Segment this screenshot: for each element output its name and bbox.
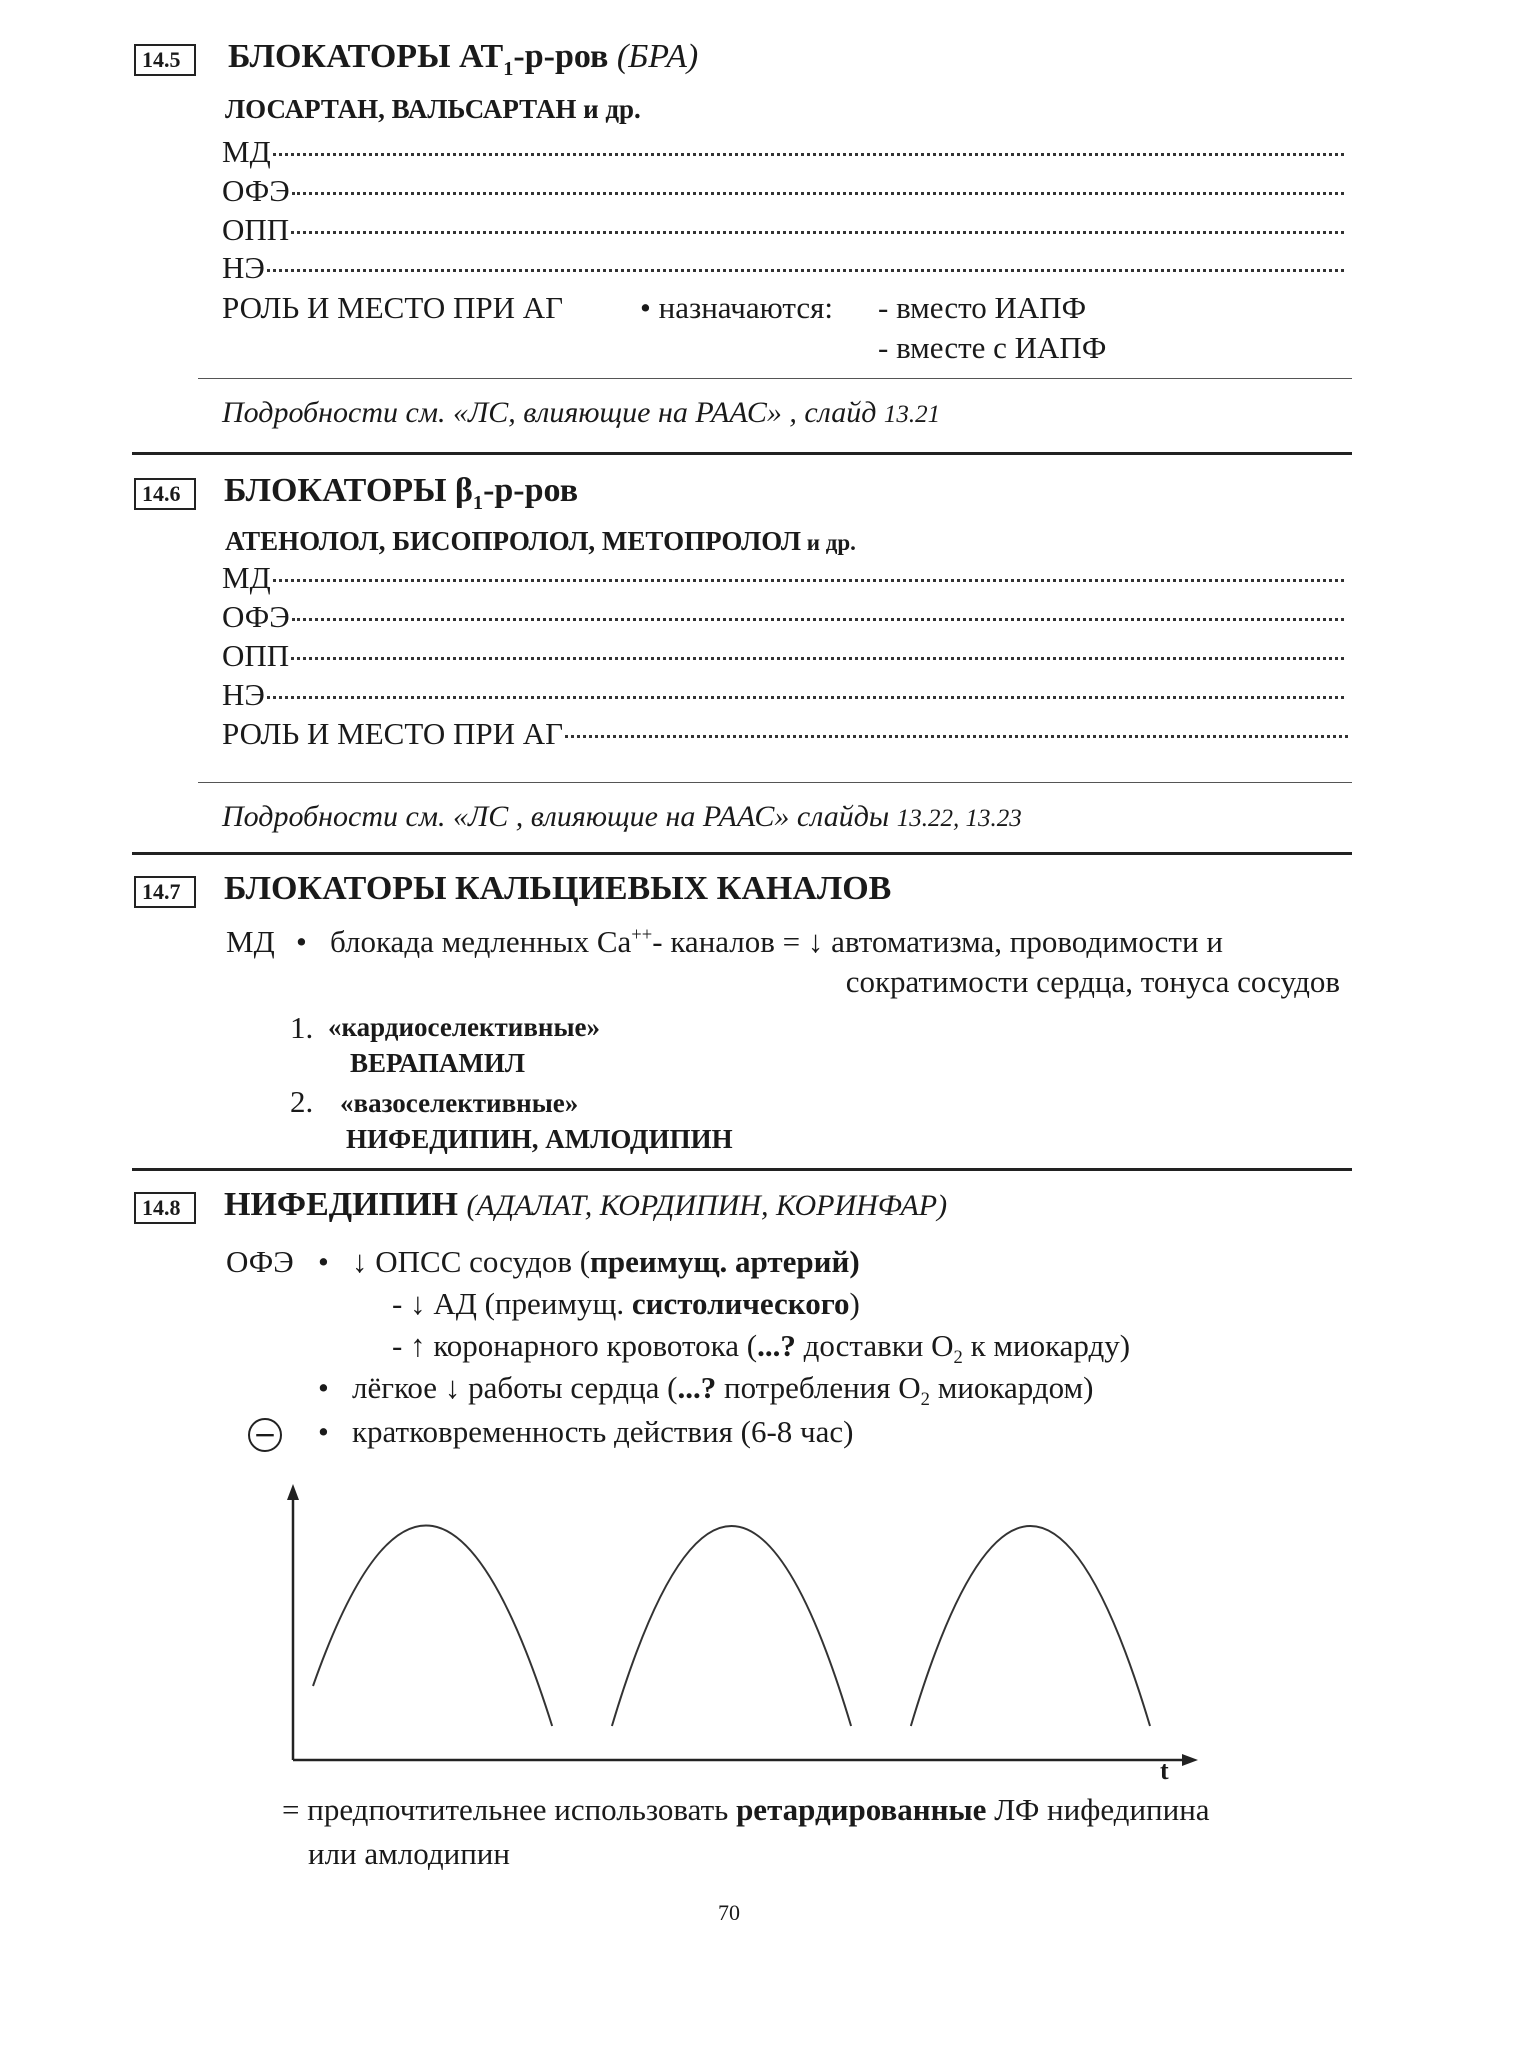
- reference-14-5: Подробности см. «ЛС, влияющие на РААС» , слайд 13.21: [222, 396, 941, 429]
- effect-short-duration: кратковременность действия (6-8 час): [352, 1414, 854, 1449]
- field-ofe-14-5: ОФЭ: [222, 173, 1344, 209]
- effect-heart-work: лёгкое ↓ работы сердца (...? потребления $О_2$ миокардом): [352, 1370, 1094, 1411]
- reference-14-6: Подробности см. «ЛС , влияющие на РААС» слайды 13.22, 13.23: [222, 800, 1022, 833]
- y-axis-arrow: [287, 1484, 299, 1500]
- x-axis-label: t: [1160, 1756, 1169, 1785]
- drug-nifedipine-amlodipine: НИФЕДИПИН, АМЛОДИПИН: [346, 1124, 733, 1154]
- field-opp-14-5: ОПП: [222, 212, 1344, 248]
- field-ne-14-5: НЭ: [222, 250, 1344, 286]
- effect-coronary-flow: - ↑ коронарного кровотока (...? доставки $О_2$ к миокарду): [392, 1328, 1131, 1369]
- group-vasoselective: «вазоселективные»: [340, 1088, 579, 1118]
- field-ofe-14-6: ОФЭ: [222, 599, 1344, 635]
- mechanism-line-1: блокада медленных Ca++- каналов = ↓ автоматизма, проводимости и: [330, 924, 1223, 959]
- field-md-14-6: МД: [222, 560, 1344, 596]
- group-cardioselective: «кардиоселективные»: [328, 1012, 601, 1042]
- bullet: •: [318, 1414, 329, 1449]
- field-ne-14-6: НЭ: [222, 677, 1344, 713]
- mechanism-line-2: сократимости сердца, тонуса сосудов: [845, 964, 1340, 999]
- list-number-1: 1.: [290, 1010, 314, 1045]
- list-number-2: 2.: [290, 1084, 314, 1119]
- drug-list-14-5: ЛОСАРТАН, ВАЛЬСАРТАН и др.: [225, 94, 641, 124]
- option-together: - вместе с ИАПФ: [878, 330, 1107, 365]
- concentration-curve-2: [612, 1526, 851, 1726]
- field-md-14-5: МД: [222, 134, 1344, 170]
- section-title-14-7: БЛОКАТОРЫ КАЛЬЦИЕВЫХ КАНАЛОВ: [224, 870, 892, 907]
- conclusion-line-2: или амлодипин: [308, 1836, 510, 1871]
- concentration-curve-3: [911, 1526, 1150, 1726]
- bullet: •: [296, 924, 307, 959]
- page-number: 70: [718, 1900, 740, 1925]
- bullet: •: [318, 1370, 329, 1405]
- drug-list-14-6: АТЕНОЛОЛ, БИСОПРОЛОЛ, МЕТОПРОЛОЛ и др.: [225, 526, 856, 556]
- section-number-14-7: 14.7: [134, 876, 196, 908]
- minus-circle-icon: −: [248, 1418, 282, 1452]
- md-label-14-7: МД: [226, 924, 275, 959]
- bullet: •: [318, 1244, 329, 1279]
- x-axis-arrow: [1182, 1754, 1198, 1766]
- field-opp-14-6: ОПП: [222, 638, 1344, 674]
- field-role-14-6: РОЛЬ И МЕСТО ПРИ АГ: [222, 716, 1348, 752]
- section-number-14-5: 14.5: [134, 44, 196, 76]
- section-number-14-8: 14.8: [134, 1192, 196, 1224]
- effect-blood-pressure: - ↓ АД (преимущ. систолического): [392, 1286, 860, 1321]
- role-label-14-5: РОЛЬ И МЕСТО ПРИ АГ: [222, 290, 564, 325]
- option-instead: - вместо ИАПФ: [878, 290, 1087, 325]
- effect-resistance: ↓ ОПСС сосудов (преимущ. артерий): [352, 1244, 860, 1279]
- section-title-14-5: БЛОКАТОРЫ $АТ_1-р$-ров (БРА): [228, 38, 699, 80]
- drug-verapamil: ВЕРАПАМИЛ: [350, 1048, 525, 1078]
- section-title-14-8: НИФЕДИПИН (АДАЛАТ, КОРДИПИН, КОРИНФАР): [224, 1186, 948, 1223]
- section-number-14-6: 14.6: [134, 478, 196, 510]
- conclusion-line-1: = предпочтительнее использовать ретардированные ЛФ нифедипина: [282, 1792, 1210, 1827]
- ofe-label-14-8: ОФЭ: [226, 1244, 294, 1279]
- section-title-14-6: БЛОКАТОРЫ $\beta_1-р$-ров: [224, 472, 579, 514]
- concentration-curve-1: [313, 1525, 552, 1726]
- assigned-label: • назначаются:: [640, 290, 833, 325]
